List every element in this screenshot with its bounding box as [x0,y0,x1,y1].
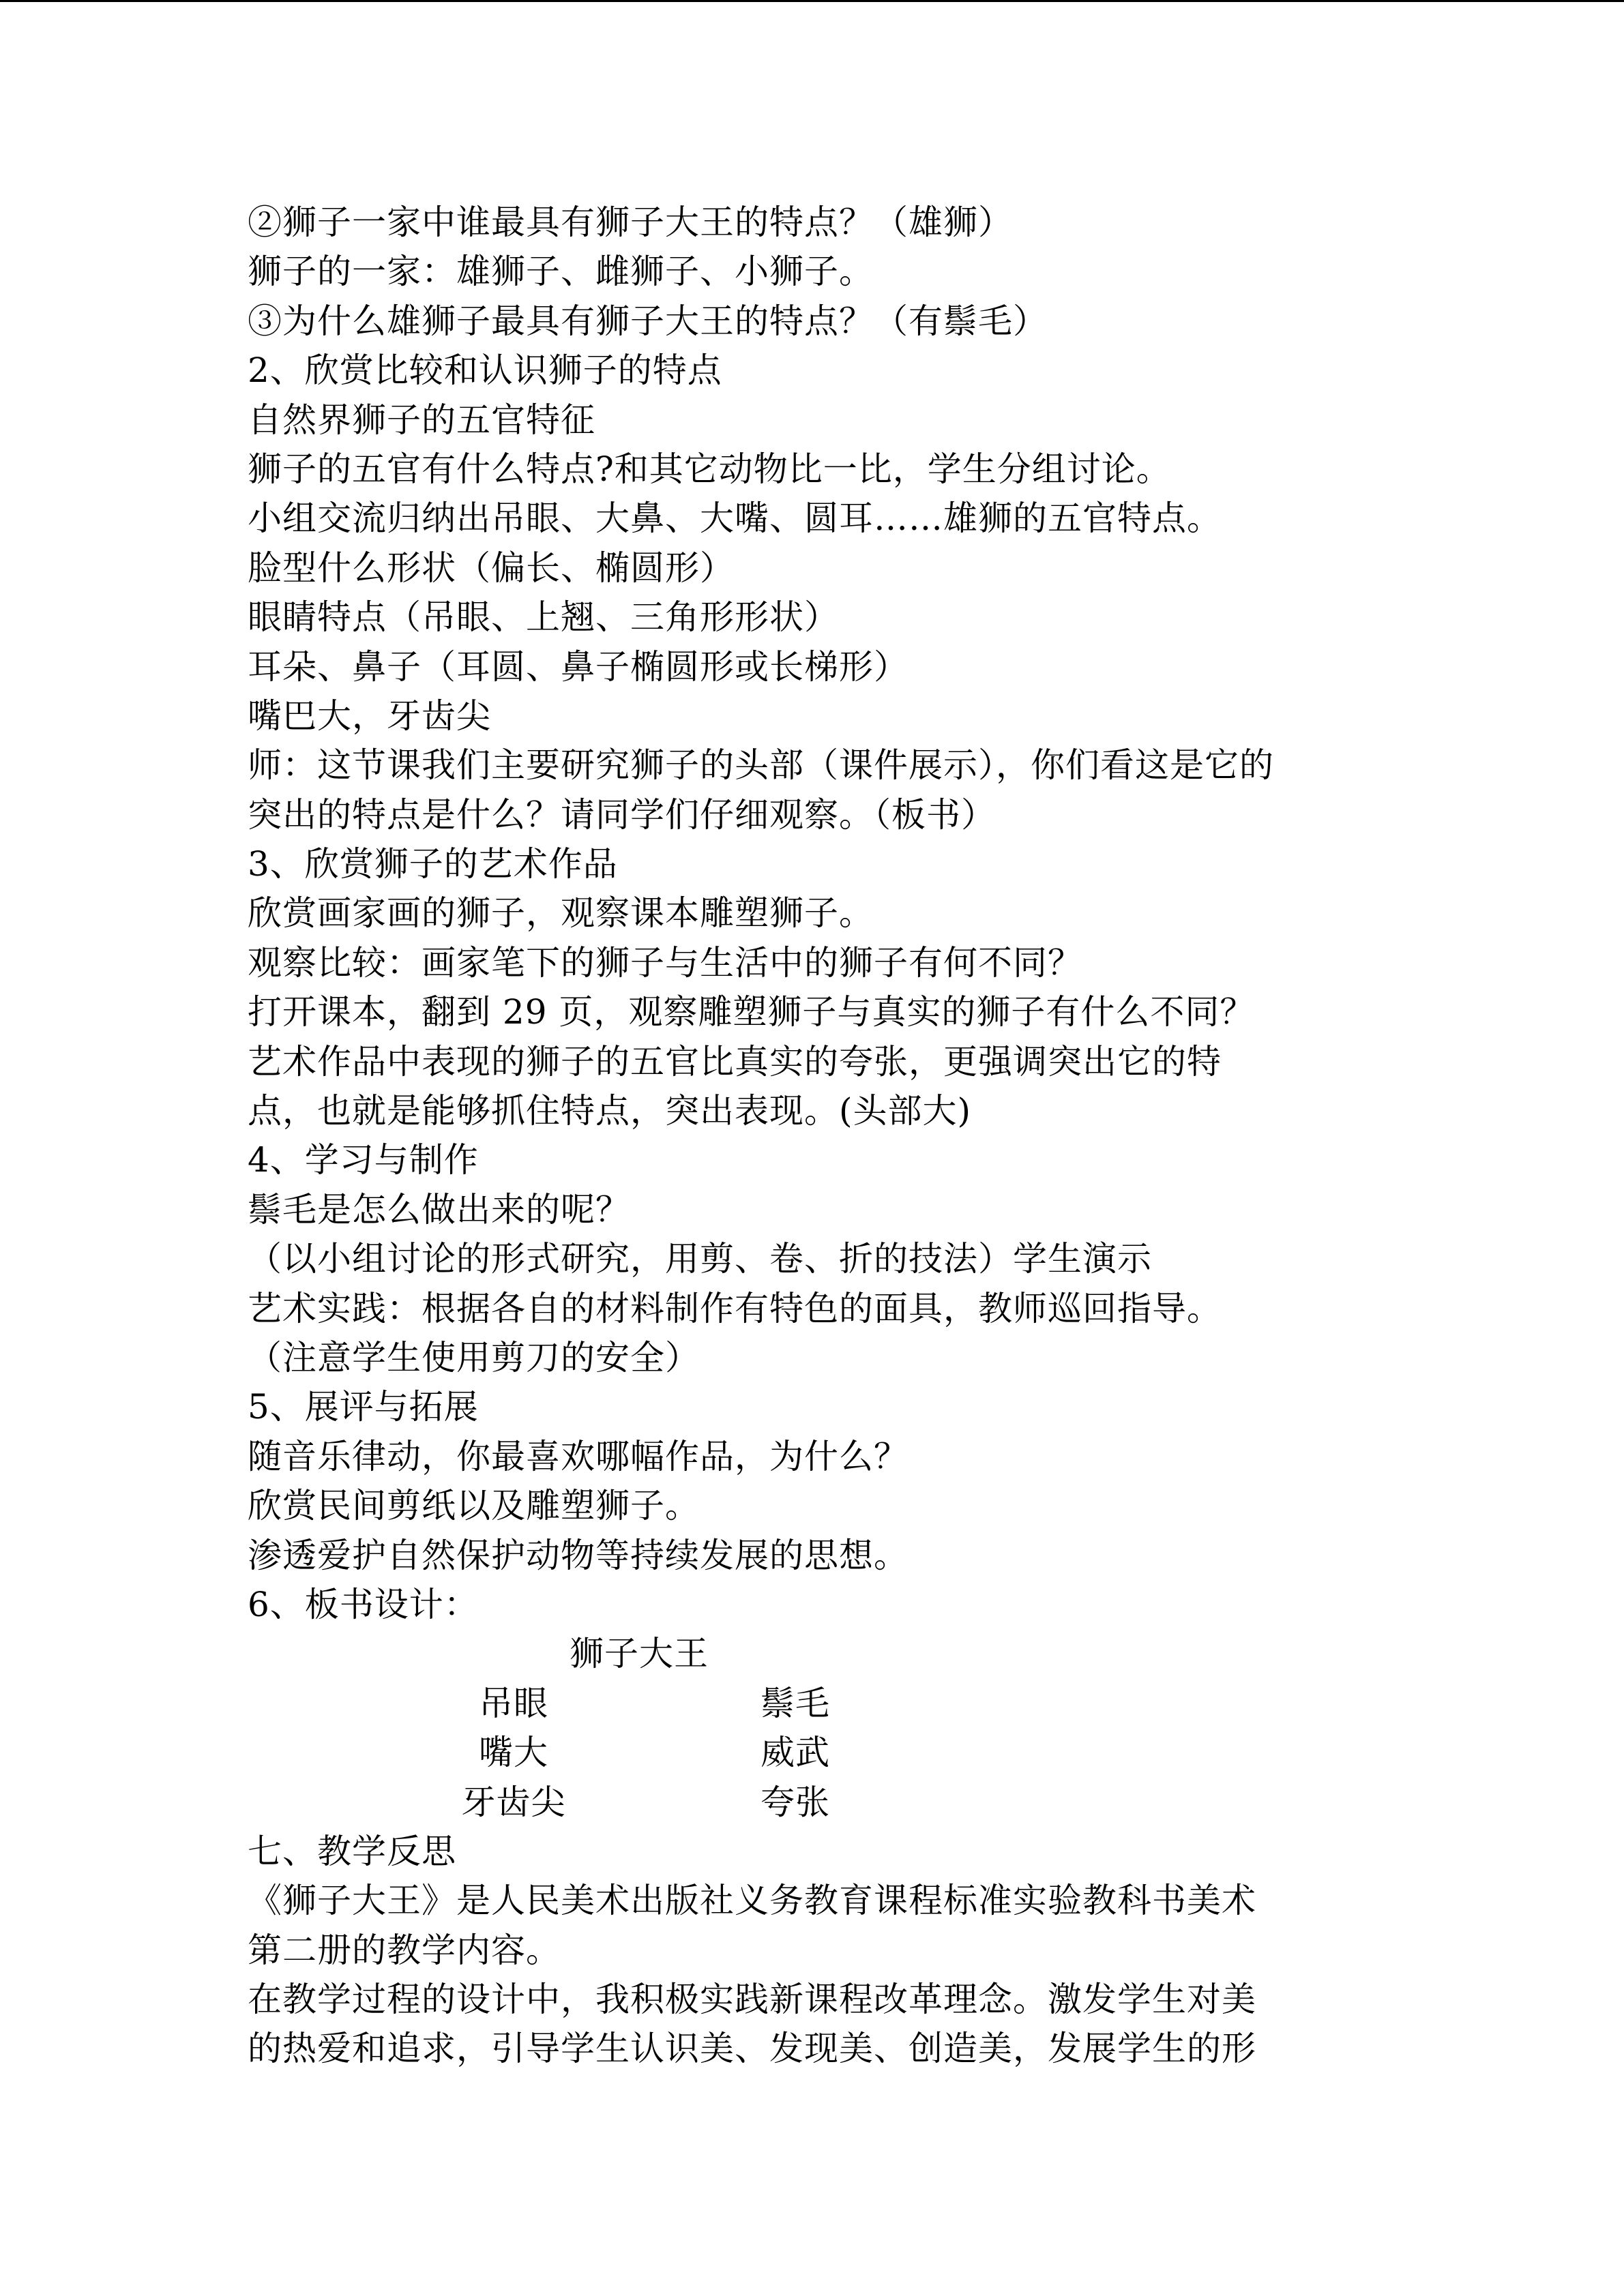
section-heading: 6、板书设计： [248,1584,479,1624]
text-line: 《狮子大王》是人民美术出版社义务教育课程标准实验教科书美术 [248,1881,1256,1921]
text-line: 渗透爱护自然保护动物等持续发展的思想。 [248,1535,909,1575]
text-line: 狮子的一家：雄狮子、雌狮子、小狮子。 [248,252,874,292]
board-row [248,1778,1434,1827]
board-row [248,1679,1434,1728]
text-line: 眼睛特点（吊眼、上翘、三角形形状） [248,597,839,638]
text-line: 艺术实践：根据各自的材料制作有特色的面具，教师巡回指导。 [248,1288,1222,1328]
board-left-item: 吊眼 [479,1683,548,1723]
text-line: 欣赏画家画的狮子，观察课本雕塑狮子。 [248,893,874,934]
text-line: 脸型什么形状（偏长、椭圆形） [248,548,735,588]
text-line: 师：这节课我们主要研究狮子的头部（课件展示），你们看这是它的 [248,745,1274,786]
board-left-item: 牙齿尖 [461,1782,566,1822]
text-line: 点，也就是能够抓住特点，突出表现。(头部大) [248,1091,972,1131]
text-line: （注意学生使用剪刀的安全） [248,1337,700,1377]
board-row [248,1728,1434,1777]
board-right-item: 夸张 [761,1782,830,1822]
section-heading: 4、学习与制作 [248,1140,479,1180]
section-heading: 5、展评与拓展 [248,1387,479,1427]
text-line: 嘴巴大，牙齿尖 [248,696,491,736]
text-line: 打开课本，翻到 29 页，观察雕塑狮子与真实的狮子有什么不同？ [248,992,1255,1032]
text-line: 自然界狮子的五官特征 [248,400,595,440]
board-left-item: 嘴大 [479,1733,548,1773]
section-heading: 2、欣赏比较和认识狮子的特点 [248,351,722,391]
text-line: 小组交流归纳出吊眼、大鼻、大嘴、圆耳……雄狮的五官特点。 [248,498,1222,539]
board-title: 狮子大王 [570,1634,709,1674]
board-title-row [248,1629,1434,1678]
text-line: 欣赏民间剪纸以及雕塑狮子。 [248,1486,700,1526]
text-line: （以小组讨论的形式研究，用剪、卷、折的技法）学生演示 [248,1239,1152,1279]
text-line: 随音乐律动，你最喜欢哪幅作品，为什么？ [248,1436,909,1476]
text-line: 突出的特点是什么？请同学们仔细观察。（板书） [248,794,996,835]
text-line: 耳朵、鼻子（耳圆、鼻子椭圆形或长梯形） [248,646,909,687]
section-before-board [248,198,1434,1629]
text-line: 第二册的教学内容。 [248,1930,561,1970]
top-border-line [0,0,1624,2]
document-body [248,198,1434,2074]
text-line: 的热爱和追求，引导学生认识美、发现美、创造美，发展学生的形 [248,2029,1256,2069]
text-line: 在教学过程的设计中，我积极实践新课程改革理念。激发学生对美 [248,1980,1256,2020]
text-line: ②狮子一家中谁最具有狮子大王的特点？（雄狮） [248,203,1013,242]
text-line: 狮子的五官有什么特点?和其它动物比一比，学生分组讨论。 [248,449,1171,489]
text-line: ③为什么雄狮子最具有狮子大王的特点？（有鬃毛） [248,301,1048,341]
board-right-item: 威武 [761,1733,830,1773]
text-line: 鬃毛是怎么做出来的呢？ [248,1189,630,1229]
section-heading: 3、欣赏狮子的艺术作品 [248,844,618,884]
section-heading: 七、教学反思 [248,1831,456,1871]
board-right-item: 鬃毛 [761,1683,830,1723]
text-line: 观察比较：画家笔下的狮子与生活中的狮子有何不同？ [248,942,1082,983]
board-design [248,1629,1434,1827]
section-after-board [248,1827,1434,2074]
text-line: 艺术作品中表现的狮子的五官比真实的夸张，更强调突出它的特 [248,1041,1222,1082]
